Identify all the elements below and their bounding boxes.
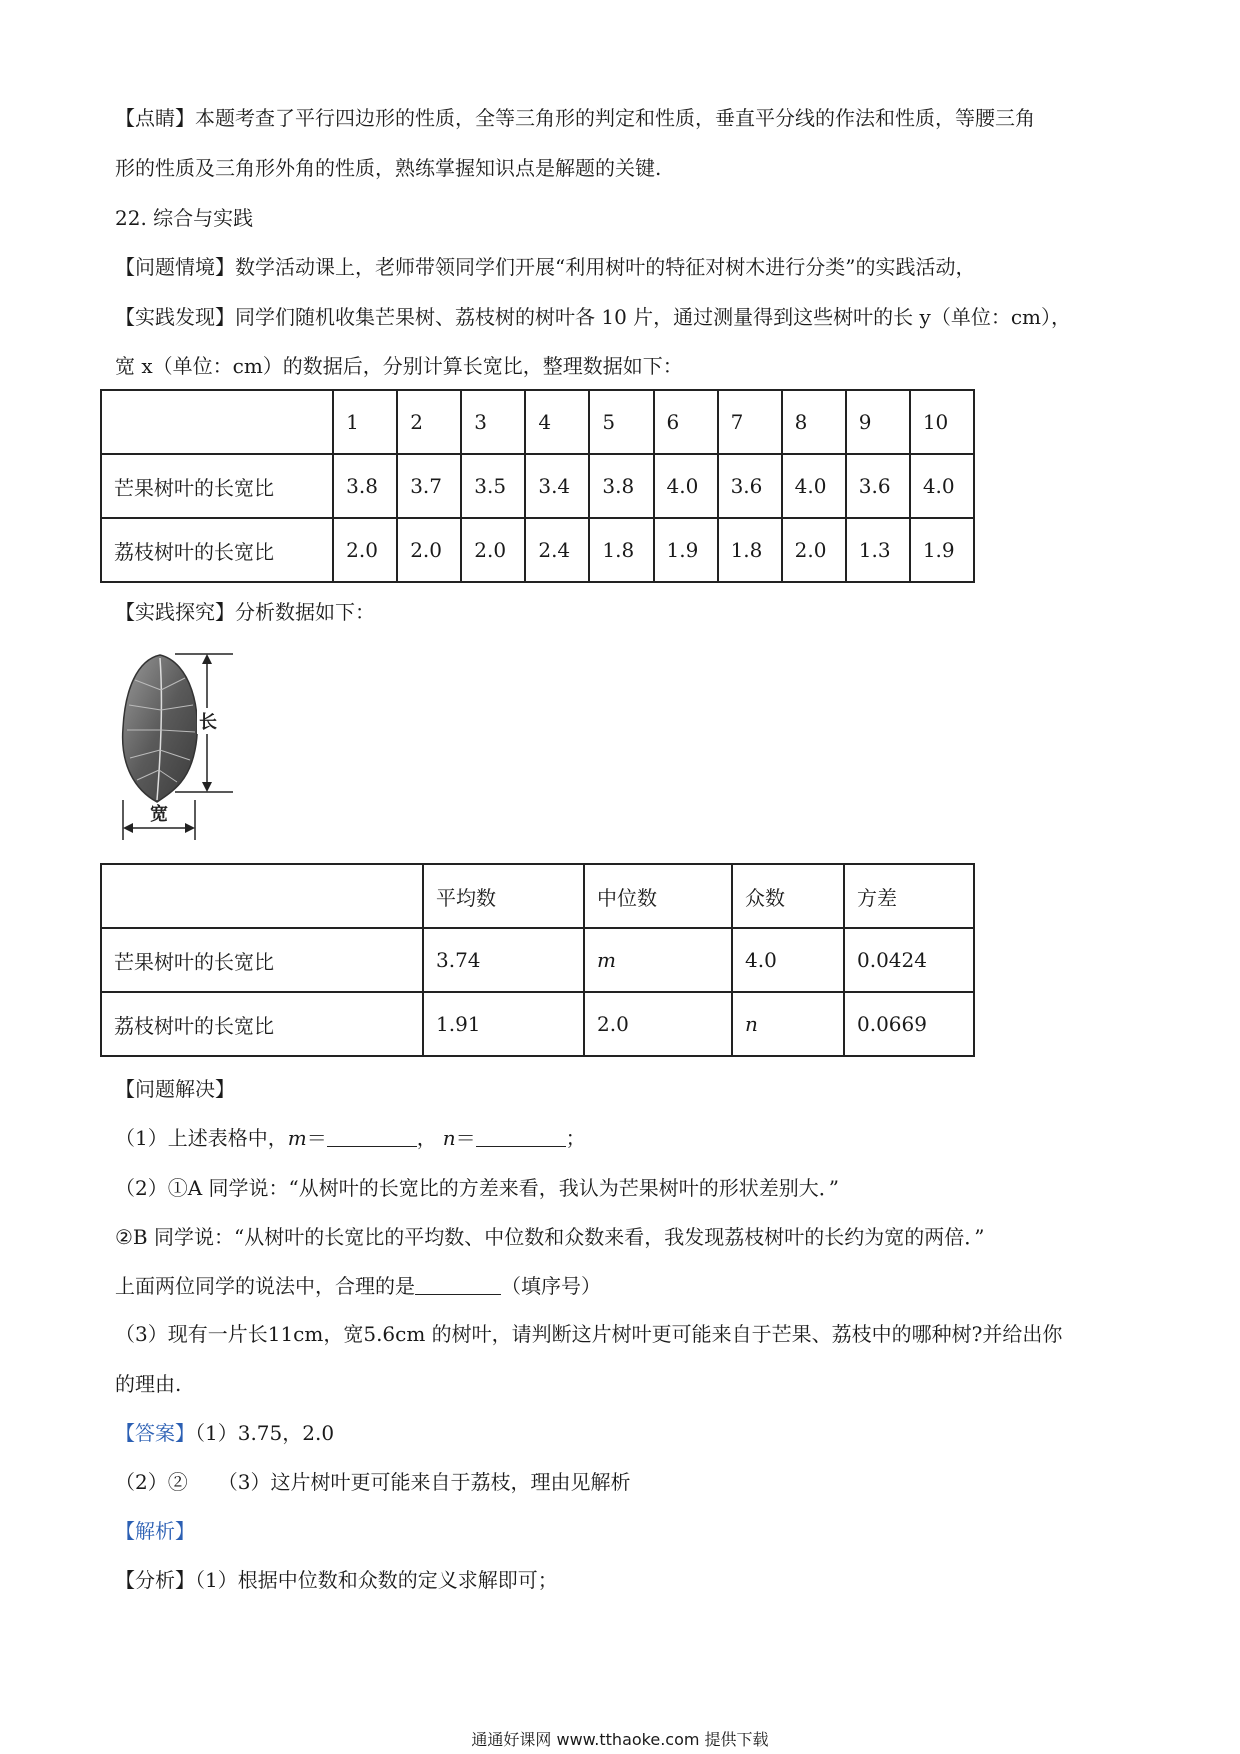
table-row	[101, 928, 974, 992]
table-header-cell: 方差	[844, 864, 974, 928]
answer-tag: 【答案】	[115, 1421, 195, 1445]
table-cell: 3.5	[461, 454, 525, 518]
table-cell: 2.0	[782, 518, 846, 582]
dianjing-line-1: 【点睛】本题考查了平行四边形的性质，全等三角形的判定和性质，垂直平分线的作法和性质，等腰三角	[115, 106, 1035, 130]
width-label: 宽	[150, 804, 168, 825]
table-header-cell: 10	[910, 390, 974, 454]
table-cell: 2.0	[333, 518, 397, 582]
table-cell-n: n	[732, 992, 844, 1056]
question-3-line-1: （3）现有一片长11cm，宽5.6cm 的树叶，请判断这片树叶更可能来自于芒果、荔枝中的哪种树?并给出你	[115, 1322, 1063, 1346]
table-cell: 2.0	[397, 518, 461, 582]
row-label-mango: 芒果树叶的长宽比	[101, 454, 333, 518]
table-cell: 2.4	[525, 518, 589, 582]
table-header-cell: 2	[397, 390, 461, 454]
row-label-lychee: 荔枝树叶的长宽比	[101, 992, 423, 1056]
table-header-cell: 中位数	[584, 864, 732, 928]
question-title: 22. 综合与实践	[115, 206, 254, 230]
table-header-cell: 4	[525, 390, 589, 454]
table-header-row	[101, 864, 974, 928]
table-cell: 1.3	[846, 518, 910, 582]
practice-discovery-2: 宽 x（单位：cm）的数据后，分别计算长宽比，整理数据如下：	[115, 354, 683, 378]
q1-separator: ，	[416, 1126, 437, 1150]
table-cell: 4.0	[910, 454, 974, 518]
question-1	[115, 1124, 586, 1152]
question-2b: ②B 同学说：“从树叶的长宽比的平均数、中位数和众数来看，我发现荔枝树叶的长约为宽的两倍．”	[115, 1225, 985, 1249]
table-cell: 0.0424	[844, 928, 974, 992]
q1-equals: ＝	[306, 1126, 327, 1150]
q1-n: n	[442, 1126, 456, 1150]
table-cell: 4.0	[782, 454, 846, 518]
leaf-figure	[115, 650, 240, 850]
table-corner	[101, 390, 333, 454]
analysis-tag: 【解析】	[115, 1519, 195, 1543]
answer-line-1	[115, 1419, 334, 1447]
table-cell: 3.4	[525, 454, 589, 518]
analysis-line: 【分析】（1）根据中位数和众数的定义求解即可；	[115, 1568, 558, 1592]
table-cell: 1.9	[910, 518, 974, 582]
q1-prefix: （1）上述表格中，	[115, 1126, 288, 1150]
table-header-cell: 5	[589, 390, 653, 454]
row-label-mango: 芒果树叶的长宽比	[101, 928, 423, 992]
table-cell: 1.91	[423, 992, 584, 1056]
table-header-cell: 7	[718, 390, 782, 454]
table-cell: 2.0	[461, 518, 525, 582]
problem-situation: 【问题情境】数学活动课上，老师带领同学们开展“利用树叶的特征对树木进行分类”的实践活动，	[115, 255, 976, 279]
length-label: 长	[199, 712, 217, 733]
answer-text-1: （1）3.75，2.0	[195, 1421, 335, 1445]
question-2c	[115, 1272, 601, 1300]
table-cell: 1.8	[589, 518, 653, 582]
page-footer: 通通好课网 www.tthaoke.com 提供下载	[471, 1730, 769, 1749]
dianjing-line-2: 形的性质及三角形外角的性质，熟练掌握知识点是解题的关键.	[115, 156, 662, 180]
solve-heading: 【问题解决】	[115, 1077, 235, 1101]
table-cell: 2.0	[584, 992, 732, 1056]
table-header-cell: 平均数	[423, 864, 584, 928]
answer-line-2: （2）② （3）这片树叶更可能来自于荔枝，理由见解析	[115, 1470, 631, 1494]
table-header-row	[101, 390, 974, 454]
table-header-cell: 6	[654, 390, 718, 454]
answer-blank-2	[415, 1274, 501, 1295]
table-header-cell: 8	[782, 390, 846, 454]
answer-blank-n	[476, 1126, 566, 1147]
answer-blank-m	[327, 1126, 417, 1147]
table-header-cell: 1	[333, 390, 397, 454]
row-label-lychee: 荔枝树叶的长宽比	[101, 518, 333, 582]
question-3-line-2: 的理由.	[115, 1372, 182, 1396]
table-cell: 1.8	[718, 518, 782, 582]
q2c-suffix: （填序号）	[501, 1274, 601, 1298]
q1-equals: ＝	[455, 1126, 476, 1150]
table-cell: 3.74	[423, 928, 584, 992]
table-cell: 4.0	[732, 928, 844, 992]
table-row	[101, 454, 974, 518]
table-cell: 3.8	[589, 454, 653, 518]
q2c-prefix: 上面两位同学的说法中，合理的是	[115, 1274, 415, 1298]
table-cell-m: m	[584, 928, 732, 992]
table-corner	[101, 864, 423, 928]
table-cell: 3.8	[333, 454, 397, 518]
table-row	[101, 518, 974, 582]
statistics-table	[100, 863, 975, 1057]
table-header-cell: 众数	[732, 864, 844, 928]
practice-discovery-1: 【实践发现】同学们随机收集芒果树、荔枝树的树叶各 10 片，通过测量得到这些树叶的长 y（单位：cm），	[115, 305, 1071, 329]
table-row	[101, 992, 974, 1056]
table-cell: 3.7	[397, 454, 461, 518]
table-header-cell: 3	[461, 390, 525, 454]
leaf-shape	[123, 655, 198, 802]
practice-explore: 【实践探究】分析数据如下：	[115, 600, 375, 624]
q1-end: ；	[565, 1126, 586, 1150]
q1-m: m	[287, 1126, 307, 1150]
question-2a: （2）①A 同学说：“从树叶的长宽比的方差来看，我认为芒果树叶的形状差别大．”	[115, 1176, 839, 1200]
table-cell: 3.6	[718, 454, 782, 518]
table-cell: 0.0669	[844, 992, 974, 1056]
leaf-ratio-table	[100, 389, 975, 583]
table-cell: 1.9	[654, 518, 718, 582]
table-cell: 4.0	[654, 454, 718, 518]
table-header-cell: 9	[846, 390, 910, 454]
table-cell: 3.6	[846, 454, 910, 518]
